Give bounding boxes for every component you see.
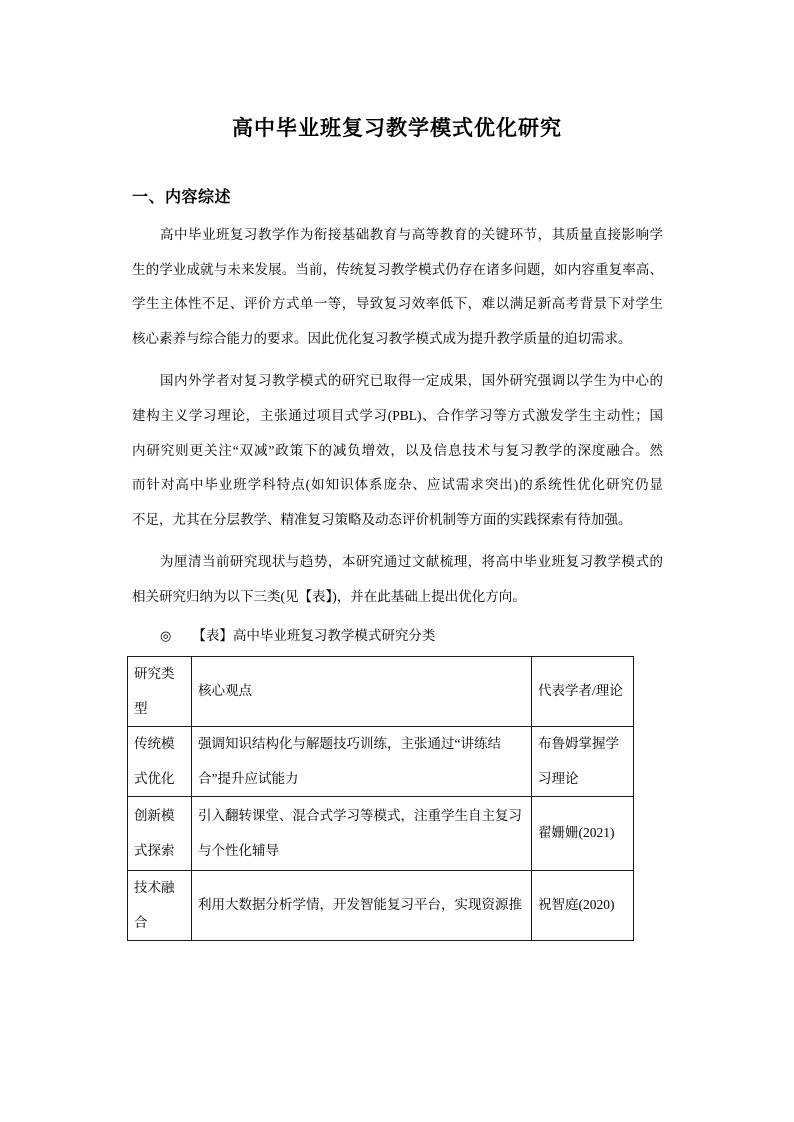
text-line: 内研究则更关注“双减”政策下的减负增效，以及信息技术与复习教学的深度融合。然 <box>132 442 663 458</box>
research-classification-table <box>127 656 634 941</box>
paragraph <box>132 218 663 356</box>
table-cell: 翟姗姗(2021) <box>532 797 634 871</box>
bullseye-bullet-icon: ◎ <box>160 627 172 643</box>
table-row <box>128 871 634 941</box>
paragraph <box>132 545 663 614</box>
text-line: 核心素养与综合能力的要求。因此优化复习教学模式成为提升教学质量的迫切需求。 <box>132 330 632 346</box>
text-line: 相关研究归纳为以下三类(见【表】)，并在此基础上提出优化方向。 <box>132 588 526 604</box>
table-cell: 技术融合 <box>128 871 192 941</box>
table-cell: 引入翻转课堂、混合式学习等模式，注重学生自主复习与个性化辅导 <box>192 797 532 871</box>
document-body <box>132 218 663 941</box>
table-cell: 祝智庭(2020) <box>532 871 634 941</box>
text-line: 为厘清当前研究现状与趋势，本研究通过文献梳理，将高中毕业班复习教学模式的 <box>160 554 663 570</box>
text-line: 生的学业成就与未来发展。当前，传统复习教学模式仍存在诸多问题，如内容重复率高、 <box>132 261 663 277</box>
table-cell: 利用大数据分析学情，开发智能复习平台，实现资源推 <box>192 871 532 941</box>
table-cell: 布鲁姆掌握学习理论 <box>532 727 634 797</box>
table-header-cell: 代表学者/理论 <box>532 657 634 727</box>
text-line: 不足，尤其在分层教学、精准复习策略及动态评价机制等方面的实践探索有待加强。 <box>132 511 632 527</box>
paragraph <box>132 364 663 537</box>
table-header-row <box>128 657 634 727</box>
table-header-cell: 研究类型 <box>128 657 192 727</box>
text-line: 高中毕业班复习教学作为衔接基础教育与高等教育的关键环节，其质量直接影响学 <box>160 227 663 242</box>
table-row <box>128 797 634 871</box>
document-title: 高中毕业班复习教学模式优化研究 <box>232 116 562 140</box>
table-cell: 传统模式优化 <box>128 727 192 797</box>
text-line: 学生主体性不足、评价方式单一等，导致复习效率低下，难以满足新高考背景下对学生 <box>132 296 663 312</box>
table-caption <box>132 619 663 654</box>
text-line: 而针对高中毕业班学科特点(如知识体系庞杂、应试需求突出)的系统性优化研究仍显 <box>132 477 663 493</box>
table-cell: 创新模式探索 <box>128 797 192 871</box>
text-line: 国内外学者对复习教学模式的研究已取得一定成果，国外研究强调以学生为中心的 <box>160 373 663 389</box>
table-row <box>128 727 634 797</box>
table-cell: 强调知识结构化与解题技巧训练，主张通过“讲练结合”提升应试能力 <box>192 727 532 797</box>
section-heading: 一、内容综述 <box>132 189 232 206</box>
table-caption-text: 【表】高中毕业班复习教学模式研究分类 <box>192 627 436 643</box>
table-header-cell: 核心观点 <box>192 657 532 727</box>
text-line: 建构主义学习理论，主张通过项目式学习(PBL)、合作学习等方式激发学生主动性；国 <box>132 407 663 423</box>
